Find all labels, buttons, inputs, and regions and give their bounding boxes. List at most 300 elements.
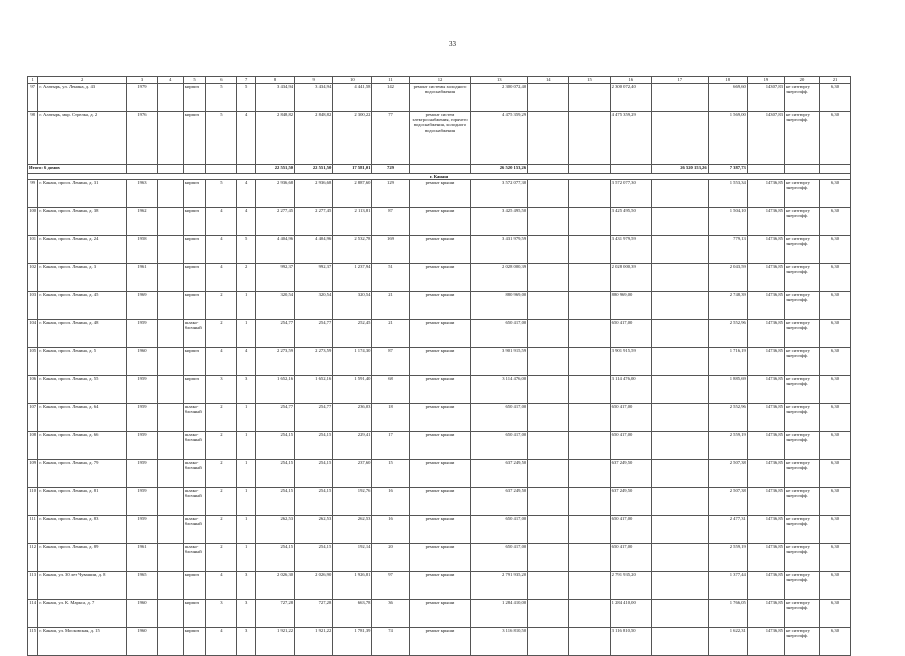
table-cell: 6,30 bbox=[820, 84, 851, 112]
table-cell: 21 bbox=[372, 320, 409, 348]
table-cell: не ситгюргу энергоэфф. bbox=[784, 264, 819, 292]
page-number: 33 bbox=[449, 40, 456, 48]
table-cell: 254,15 bbox=[295, 432, 333, 460]
table-cell: ремонт крыши bbox=[409, 404, 471, 432]
table-row bbox=[28, 320, 851, 348]
table-cell: 87 bbox=[372, 208, 409, 236]
column-number: 13 bbox=[471, 77, 528, 84]
table-cell: 2 552,96 bbox=[708, 404, 747, 432]
column-number: 4 bbox=[157, 77, 183, 84]
table-cell bbox=[569, 292, 610, 320]
table-cell: 6,30 bbox=[820, 628, 851, 656]
table-cell: ремонт крыши bbox=[409, 180, 471, 208]
table-cell: ремонт крыши bbox=[409, 544, 471, 572]
table-cell: не ситгюргу энергоэфф. bbox=[784, 236, 819, 264]
column-number: 5 bbox=[183, 77, 206, 84]
table-cell: не ситгюргу энергоэфф. bbox=[784, 84, 819, 112]
table-cell: 637 249,50 bbox=[471, 488, 528, 516]
column-number: 8 bbox=[255, 77, 294, 84]
table-cell: 4 bbox=[206, 264, 237, 292]
table-cell: 15 bbox=[372, 460, 409, 488]
table-cell bbox=[651, 572, 708, 600]
table-cell bbox=[569, 165, 610, 174]
table-cell: шлако-блочный bbox=[183, 404, 206, 432]
table-cell: 1 781,39 bbox=[333, 628, 372, 656]
table-cell: 4 bbox=[237, 180, 256, 208]
table-cell bbox=[569, 348, 610, 376]
table-cell bbox=[183, 165, 206, 174]
table-cell: 169 bbox=[372, 236, 409, 264]
table-cell: кирпич bbox=[183, 180, 206, 208]
table-cell bbox=[528, 180, 569, 208]
table-cell: 229,41 bbox=[333, 432, 372, 460]
table-cell: 650 417,00 bbox=[471, 544, 528, 572]
table-row bbox=[28, 516, 851, 544]
table-cell: 2 559,19 bbox=[708, 544, 747, 572]
table-cell: ремонт крыши bbox=[409, 600, 471, 628]
table-row bbox=[28, 376, 851, 404]
table-cell bbox=[528, 264, 569, 292]
table-cell: ремонт крыши bbox=[409, 292, 471, 320]
table-cell: 2 507,38 bbox=[708, 460, 747, 488]
table-cell: 2 532,78 bbox=[333, 236, 372, 264]
table-cell: 6,30 bbox=[820, 404, 851, 432]
table-cell: 107 bbox=[28, 404, 38, 432]
table-cell: 6,30 bbox=[820, 460, 851, 488]
table-cell: 6,30 bbox=[820, 180, 851, 208]
table-cell bbox=[157, 376, 183, 404]
table-cell bbox=[569, 376, 610, 404]
table-cell: 3 431 979,59 bbox=[471, 236, 528, 264]
table-cell bbox=[569, 264, 610, 292]
table-cell bbox=[610, 165, 651, 174]
table-cell bbox=[157, 348, 183, 376]
table-cell bbox=[651, 84, 708, 112]
table-cell: 68 bbox=[372, 376, 409, 404]
column-number: 11 bbox=[372, 77, 409, 84]
column-number: 6 bbox=[206, 77, 237, 84]
table-cell bbox=[569, 112, 610, 165]
table-cell: ремонт крыши bbox=[409, 320, 471, 348]
table-cell bbox=[651, 404, 708, 432]
table-cell: 1963 bbox=[127, 180, 158, 208]
table-cell: кирпич bbox=[183, 84, 206, 112]
column-number: 14 bbox=[528, 77, 569, 84]
table-cell: 3 572 077,30 bbox=[610, 180, 651, 208]
table-cell: не ситгюргу энергоэфф. bbox=[784, 292, 819, 320]
table-cell: г. Канаш, просп. Ленина, д. 83 bbox=[38, 516, 127, 544]
table-cell bbox=[820, 165, 851, 174]
table-cell: 2 477,31 bbox=[708, 516, 747, 544]
table-cell: 2 028 000,39 bbox=[610, 264, 651, 292]
table-cell bbox=[569, 516, 610, 544]
table-cell: 650 417,00 bbox=[610, 516, 651, 544]
table-cell bbox=[528, 165, 569, 174]
table-cell: 637 249,50 bbox=[471, 460, 528, 488]
table-cell bbox=[127, 165, 158, 174]
table-cell: 1961 bbox=[127, 264, 158, 292]
table-cell bbox=[409, 165, 471, 174]
table-cell bbox=[157, 488, 183, 516]
table-row bbox=[28, 404, 851, 432]
table-cell: 4 bbox=[237, 348, 256, 376]
table-body bbox=[28, 77, 851, 656]
table-cell: кирпич bbox=[183, 600, 206, 628]
table-cell bbox=[651, 516, 708, 544]
table-cell: не ситгюргу энергоэфф. bbox=[784, 112, 819, 165]
column-number: 7 bbox=[237, 77, 256, 84]
table-cell: г. Канаш, просп. Ленина, д. 31 bbox=[38, 180, 127, 208]
table-row bbox=[28, 112, 851, 165]
table-cell bbox=[569, 432, 610, 460]
table-cell: 6,30 bbox=[820, 208, 851, 236]
table-cell: 262,53 bbox=[333, 516, 372, 544]
table-cell: кирпич bbox=[183, 348, 206, 376]
table-cell: 637 249,50 bbox=[610, 460, 651, 488]
total-cell: 22 551,50 bbox=[255, 165, 294, 174]
table-cell: 110 bbox=[28, 488, 38, 516]
table-cell: 3 116 810,50 bbox=[610, 628, 651, 656]
table-cell: 5 bbox=[237, 84, 256, 112]
table-cell: г. Канаш, просп. Ленина, д. 79 bbox=[38, 460, 127, 488]
table-cell: 14736,85 bbox=[747, 236, 784, 264]
table-cell: не ситгюргу энергоэфф. bbox=[784, 180, 819, 208]
table-cell bbox=[569, 488, 610, 516]
total-cell: 26 520 153,26 bbox=[651, 165, 708, 174]
table-cell: 1960 bbox=[127, 600, 158, 628]
table-cell: 99 bbox=[28, 180, 38, 208]
table-cell bbox=[569, 600, 610, 628]
table-cell bbox=[569, 460, 610, 488]
table-cell: 2 bbox=[206, 460, 237, 488]
table-cell: 3 bbox=[237, 376, 256, 404]
table-cell: 1 622,31 bbox=[708, 628, 747, 656]
table-cell: ремонт крыши bbox=[409, 628, 471, 656]
table-cell: кирпич bbox=[183, 376, 206, 404]
table-cell: 1 bbox=[237, 320, 256, 348]
table-cell: 254,77 bbox=[295, 404, 333, 432]
table-cell: 254,15 bbox=[255, 488, 294, 516]
table-cell: 14736,85 bbox=[747, 320, 784, 348]
table-row bbox=[28, 488, 851, 516]
table-cell: 1959 bbox=[127, 320, 158, 348]
table-cell: шлако-блочный bbox=[183, 516, 206, 544]
table-cell: 115 bbox=[28, 628, 38, 656]
column-number: 16 bbox=[610, 77, 651, 84]
table-cell: 51 bbox=[372, 264, 409, 292]
table-row bbox=[28, 572, 851, 600]
table-cell bbox=[784, 165, 819, 174]
table-cell: 14736,85 bbox=[747, 404, 784, 432]
column-number: 9 bbox=[295, 77, 333, 84]
table-cell: 254,15 bbox=[255, 544, 294, 572]
table-cell: 2 113,81 bbox=[333, 208, 372, 236]
table-row bbox=[28, 432, 851, 460]
table-cell: 262,53 bbox=[255, 516, 294, 544]
table-cell bbox=[528, 404, 569, 432]
table-cell: 114 bbox=[28, 600, 38, 628]
table-cell: 4 bbox=[206, 236, 237, 264]
table-cell: 254,77 bbox=[255, 404, 294, 432]
table-cell: г. Канаш, просп. Ленина, д. 45 bbox=[38, 292, 127, 320]
table-cell: 14736,85 bbox=[747, 348, 784, 376]
table-cell: 98 bbox=[28, 112, 38, 165]
table-cell bbox=[237, 165, 256, 174]
table-cell: кирпич bbox=[183, 264, 206, 292]
table-row bbox=[28, 292, 851, 320]
table-cell: 3 434,94 bbox=[255, 84, 294, 112]
table-cell: 2 bbox=[206, 292, 237, 320]
table-cell: г. Канаш, просп. Ленина, д. 66 bbox=[38, 432, 127, 460]
table-cell: 2 791 935,20 bbox=[471, 572, 528, 600]
table-cell: 2 bbox=[206, 488, 237, 516]
table-cell bbox=[528, 516, 569, 544]
table-cell: 14736,85 bbox=[747, 544, 784, 572]
table-row bbox=[28, 264, 851, 292]
table-cell: 100 bbox=[28, 208, 38, 236]
table-cell: 104 bbox=[28, 320, 38, 348]
table-cell: 4 bbox=[237, 208, 256, 236]
table-cell: 254,15 bbox=[295, 488, 333, 516]
table-cell: г. Канаш, просп. Ленина, д. 48 bbox=[38, 320, 127, 348]
table-cell: 4 441,58 bbox=[333, 84, 372, 112]
table-cell: 6,30 bbox=[820, 348, 851, 376]
table-cell: не ситгюргу энергоэфф. bbox=[784, 572, 819, 600]
table-cell: 1 bbox=[237, 516, 256, 544]
table-cell: 2 273,59 bbox=[255, 348, 294, 376]
table-cell: 14736,85 bbox=[747, 292, 784, 320]
table-cell: 6,30 bbox=[820, 572, 851, 600]
table-cell: 2 791 935,20 bbox=[610, 572, 651, 600]
table-cell: 2 bbox=[206, 516, 237, 544]
table-cell: 2 026,90 bbox=[295, 572, 333, 600]
table-cell bbox=[528, 236, 569, 264]
table-cell: кирпич bbox=[183, 628, 206, 656]
table-row bbox=[28, 236, 851, 264]
table-cell: г. Алатырь, мкр. Стрелка, д. 2 bbox=[38, 112, 127, 165]
table-cell bbox=[569, 544, 610, 572]
table-cell: 254,15 bbox=[255, 432, 294, 460]
table-cell: 113 bbox=[28, 572, 38, 600]
table-cell: кирпич bbox=[183, 208, 206, 236]
table-cell: 14736,85 bbox=[747, 208, 784, 236]
table-cell: г. Канаш, просп. Ленина, д. 81 bbox=[38, 488, 127, 516]
table-cell bbox=[651, 208, 708, 236]
table-cell bbox=[528, 376, 569, 404]
table-cell bbox=[157, 165, 183, 174]
housing-repair-register-table bbox=[27, 76, 851, 656]
table-cell bbox=[747, 165, 784, 174]
table-cell bbox=[569, 320, 610, 348]
total-cell: 26 520 153,26 bbox=[471, 165, 528, 174]
table-cell bbox=[528, 292, 569, 320]
table-cell: ремонт крыши bbox=[409, 348, 471, 376]
table-cell bbox=[651, 292, 708, 320]
table-cell: г. Канаш, просп. Ленина, д. 5 bbox=[38, 348, 127, 376]
table-cell: кирпич bbox=[183, 572, 206, 600]
table-cell: 1 bbox=[237, 404, 256, 432]
table-cell: 111 bbox=[28, 516, 38, 544]
table-cell: 1 553,34 bbox=[708, 180, 747, 208]
table-cell: 3 901 915,59 bbox=[610, 348, 651, 376]
table-cell: 880 969,00 bbox=[471, 292, 528, 320]
table-cell: 1960 bbox=[127, 628, 158, 656]
table-cell: 16 bbox=[372, 516, 409, 544]
table-cell: 4 bbox=[206, 208, 237, 236]
table-cell bbox=[157, 236, 183, 264]
table-cell bbox=[569, 236, 610, 264]
table-cell: 254,77 bbox=[255, 320, 294, 348]
table-cell: 18 bbox=[372, 404, 409, 432]
table-cell: 192,76 bbox=[333, 488, 372, 516]
table-cell: 3 572 077,30 bbox=[471, 180, 528, 208]
table-cell: 3 114 476,00 bbox=[610, 376, 651, 404]
table-cell: 36 bbox=[372, 600, 409, 628]
table-cell: 14736,85 bbox=[747, 600, 784, 628]
table-cell: 992,37 bbox=[255, 264, 294, 292]
table-cell: 1 766,05 bbox=[708, 600, 747, 628]
table-cell: 3 bbox=[206, 600, 237, 628]
table-cell bbox=[528, 208, 569, 236]
table-cell: не ситгюргу энергоэфф. bbox=[784, 208, 819, 236]
table-cell bbox=[651, 236, 708, 264]
table-cell: 2 bbox=[206, 432, 237, 460]
table-cell: 6,30 bbox=[820, 376, 851, 404]
table-cell: 20 bbox=[372, 544, 409, 572]
table-cell: кирпич bbox=[183, 112, 206, 165]
table-cell: 2 936,68 bbox=[295, 180, 333, 208]
table-cell: не ситгюргу энергоэфф. bbox=[784, 404, 819, 432]
table-cell bbox=[528, 628, 569, 656]
table-cell bbox=[528, 544, 569, 572]
table-cell: 2 748,39 bbox=[708, 292, 747, 320]
table-cell: 2 277,45 bbox=[255, 208, 294, 236]
table-cell bbox=[569, 572, 610, 600]
table-cell: 1 284 410,00 bbox=[610, 600, 651, 628]
table-cell: 650 417,00 bbox=[610, 404, 651, 432]
table-cell: 14736,85 bbox=[747, 180, 784, 208]
table-cell: ремонт крыши bbox=[409, 488, 471, 516]
table-cell: 3 bbox=[237, 628, 256, 656]
table-cell: ремонт крыши bbox=[409, 572, 471, 600]
table-cell: шлако-блочный bbox=[183, 544, 206, 572]
total-label: Итого: 6 домов bbox=[28, 165, 127, 174]
table-cell: 2 552,96 bbox=[708, 320, 747, 348]
table-cell: 2 bbox=[206, 404, 237, 432]
table-cell bbox=[528, 488, 569, 516]
table-cell: 2 300 072,40 bbox=[471, 84, 528, 112]
table-cell: 21 bbox=[372, 292, 409, 320]
table-cell: 1960 bbox=[127, 348, 158, 376]
table-cell: 6,30 bbox=[820, 432, 851, 460]
table-cell: 14736,85 bbox=[747, 488, 784, 516]
table-row bbox=[28, 84, 851, 112]
table-cell: 1 926,81 bbox=[333, 572, 372, 600]
table-cell bbox=[157, 572, 183, 600]
table-cell: 103 bbox=[28, 292, 38, 320]
table-cell: г. Канаш, ул. К. Маркса, д. 7 bbox=[38, 600, 127, 628]
table-cell: г. Алатырь, ул. Ленина, д. 43 bbox=[38, 84, 127, 112]
table-cell: 106 bbox=[28, 376, 38, 404]
table-cell: 3 bbox=[237, 572, 256, 600]
table-cell: 14307,83 bbox=[747, 112, 784, 165]
table-cell: 1 237,94 bbox=[333, 264, 372, 292]
table-cell: 1961 bbox=[127, 544, 158, 572]
column-number: 18 bbox=[708, 77, 747, 84]
table-cell: 1959 bbox=[127, 376, 158, 404]
table-cell: 650 417,00 bbox=[610, 544, 651, 572]
table-cell: 4 475 359,29 bbox=[610, 112, 651, 165]
table-cell: не ситгюргу энергоэфф. bbox=[784, 544, 819, 572]
table-cell: 1 bbox=[237, 460, 256, 488]
table-cell: г. Канаш, ул. Московская, д. 15 bbox=[38, 628, 127, 656]
table-cell: 1 591,40 bbox=[333, 376, 372, 404]
table-cell: 1959 bbox=[127, 404, 158, 432]
table-cell: не ситгюргу энергоэфф. bbox=[784, 320, 819, 348]
table-cell: 97 bbox=[28, 84, 38, 112]
table-cell: 669,60 bbox=[708, 84, 747, 112]
table-cell: 4 475 359,29 bbox=[471, 112, 528, 165]
table-cell: шлако-блочный bbox=[183, 488, 206, 516]
table-cell: 14736,85 bbox=[747, 516, 784, 544]
table-cell: 112 bbox=[28, 544, 38, 572]
table-cell bbox=[651, 432, 708, 460]
table-cell: 87 bbox=[372, 348, 409, 376]
table-cell: 3 425 495,50 bbox=[471, 208, 528, 236]
table-cell: 6,30 bbox=[820, 320, 851, 348]
table-cell: 5 bbox=[206, 84, 237, 112]
total-cell: 17 581,01 bbox=[333, 165, 372, 174]
table-cell: 2 848,82 bbox=[295, 112, 333, 165]
table-cell: 1965 bbox=[127, 572, 158, 600]
table-cell bbox=[528, 348, 569, 376]
table-cell bbox=[528, 320, 569, 348]
table-cell: 2 300,22 bbox=[333, 112, 372, 165]
table-cell: 2 028 000,39 bbox=[471, 264, 528, 292]
table-cell: 14736,85 bbox=[747, 432, 784, 460]
table-cell: 101 bbox=[28, 236, 38, 264]
table-cell: не ситгюргу энергоэфф. bbox=[784, 432, 819, 460]
table-cell: 880 969,00 bbox=[610, 292, 651, 320]
table-cell: 1 bbox=[237, 544, 256, 572]
total-cell: 7 387,73 bbox=[708, 165, 747, 174]
table-cell: 14736,85 bbox=[747, 376, 784, 404]
table-cell bbox=[157, 208, 183, 236]
table-cell bbox=[157, 600, 183, 628]
table-cell: 650 417,00 bbox=[471, 404, 528, 432]
table-cell bbox=[569, 180, 610, 208]
table-cell: 262,53 bbox=[295, 516, 333, 544]
table-cell: ремонт систем электроснабжения, горячего водоснабжения, холодного водоснабжения bbox=[409, 112, 471, 165]
table-cell bbox=[528, 432, 569, 460]
table-cell: 102 bbox=[28, 264, 38, 292]
table-cell bbox=[157, 264, 183, 292]
table-cell: не ситгюргу энергоэфф. bbox=[784, 488, 819, 516]
table-cell: не ситгюргу энергоэфф. bbox=[784, 348, 819, 376]
table-cell bbox=[651, 544, 708, 572]
total-row bbox=[28, 165, 851, 174]
table-cell bbox=[569, 84, 610, 112]
table-cell: 5 bbox=[237, 236, 256, 264]
table-row bbox=[28, 600, 851, 628]
table-cell bbox=[528, 84, 569, 112]
table-cell: 663,78 bbox=[333, 600, 372, 628]
table-cell: 1959 bbox=[127, 432, 158, 460]
table-cell: 1 377,44 bbox=[708, 572, 747, 600]
table-cell: 6,30 bbox=[820, 292, 851, 320]
table-cell: 637 249,50 bbox=[610, 488, 651, 516]
table-cell: 2 bbox=[206, 320, 237, 348]
